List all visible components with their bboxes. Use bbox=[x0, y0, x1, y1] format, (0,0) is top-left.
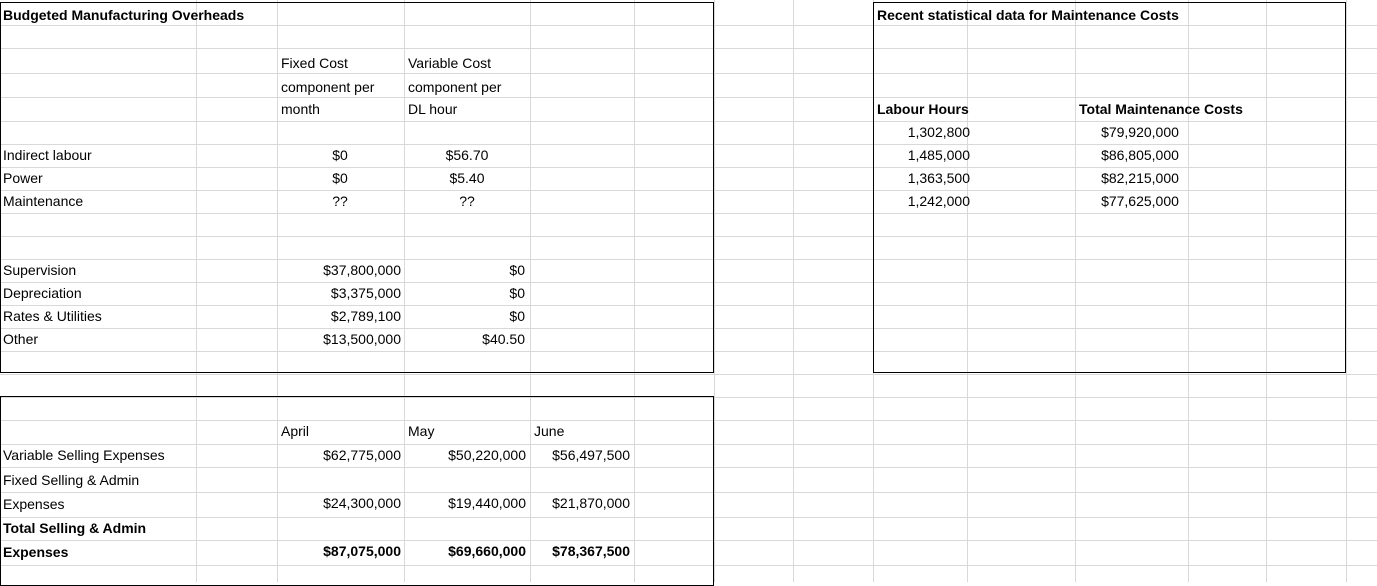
maintenance-cost-value: $79,920,000 bbox=[1101, 124, 1179, 140]
fixed-selling-label-line2: Expenses bbox=[3, 496, 65, 512]
labour-hours-value: 1,242,000 bbox=[907, 193, 970, 209]
rates-utilities-variable: $0 bbox=[509, 308, 525, 324]
row-label-maintenance: Maintenance bbox=[3, 193, 84, 209]
maintenance-fixed: ?? bbox=[332, 193, 348, 209]
rates-utilities-fixed: $2,789,100 bbox=[330, 308, 401, 324]
depreciation-fixed: $3,375,000 bbox=[330, 285, 401, 301]
variable-selling-may: $50,220,000 bbox=[448, 447, 526, 463]
fixed-cost-header-line1: Fixed Cost bbox=[281, 55, 348, 71]
month-june: June bbox=[534, 423, 565, 439]
variable-selling-june: $56,497,500 bbox=[552, 447, 630, 463]
maintenance-cost-value: $77,625,000 bbox=[1101, 193, 1179, 209]
variable-selling-label: Variable Selling Expenses bbox=[3, 447, 165, 463]
variable-cost-header-line3: DL hour bbox=[408, 101, 458, 117]
month-april: April bbox=[281, 423, 310, 439]
labour-hours-header: Labour Hours bbox=[877, 101, 969, 117]
maintenance-stats-title: Recent statistical data for Maintenance Costs bbox=[877, 7, 1179, 23]
maintenance-variable: ?? bbox=[459, 193, 475, 209]
indirect-labour-variable: $56.70 bbox=[445, 147, 489, 163]
supervision-variable: $0 bbox=[509, 262, 525, 278]
grid-row-line bbox=[0, 374, 1377, 375]
fixed-selling-may: $19,440,000 bbox=[448, 495, 526, 511]
row-label-depreciation: Depreciation bbox=[3, 285, 82, 301]
indirect-labour-fixed: $0 bbox=[332, 147, 348, 163]
fixed-cost-header-line3: month bbox=[281, 101, 320, 117]
power-fixed: $0 bbox=[332, 170, 348, 186]
variable-cost-header-line1: Variable Cost bbox=[408, 55, 492, 71]
row-label-indirect-labour: Indirect labour bbox=[3, 147, 92, 163]
row-label-power: Power bbox=[3, 170, 43, 186]
total-maintenance-costs-header: Total Maintenance Costs bbox=[1079, 101, 1243, 117]
grid-column-line bbox=[714, 0, 715, 582]
power-variable: $5.40 bbox=[449, 170, 485, 186]
total-selling-june: $78,367,500 bbox=[552, 543, 630, 559]
maintenance-cost-value: $82,215,000 bbox=[1101, 170, 1179, 186]
month-may: May bbox=[408, 423, 435, 439]
fixed-selling-april: $24,300,000 bbox=[323, 495, 401, 511]
overheads-title: Budgeted Manufacturing Overheads bbox=[3, 7, 245, 23]
maintenance-cost-value: $86,805,000 bbox=[1101, 147, 1179, 163]
fixed-cost-header-line2: component per bbox=[281, 79, 375, 95]
total-selling-label-line1: Total Selling & Admin bbox=[3, 520, 147, 536]
labour-hours-value: 1,302,800 bbox=[907, 124, 970, 140]
total-selling-label-line2: Expenses bbox=[3, 544, 69, 560]
other-fixed: $13,500,000 bbox=[323, 331, 401, 347]
row-label-supervision: Supervision bbox=[3, 262, 77, 278]
grid-column-line bbox=[793, 0, 794, 582]
total-selling-may: $69,660,000 bbox=[448, 543, 526, 559]
variable-selling-april: $62,775,000 bbox=[323, 447, 401, 463]
supervision-fixed: $37,800,000 bbox=[323, 262, 401, 278]
labour-hours-value: 1,363,500 bbox=[907, 170, 970, 186]
total-selling-april: $87,075,000 bbox=[323, 543, 401, 559]
row-label-other: Other bbox=[3, 331, 39, 347]
labour-hours-value: 1,485,000 bbox=[907, 147, 970, 163]
depreciation-variable: $0 bbox=[509, 285, 525, 301]
other-variable: $40.50 bbox=[482, 331, 525, 347]
grid-column-line bbox=[1346, 0, 1347, 582]
fixed-selling-june: $21,870,000 bbox=[552, 495, 630, 511]
variable-cost-header-line2: component per bbox=[408, 79, 502, 95]
fixed-selling-label-line1: Fixed Selling & Admin bbox=[3, 472, 140, 488]
row-label-rates-utilities: Rates & Utilities bbox=[3, 308, 102, 324]
